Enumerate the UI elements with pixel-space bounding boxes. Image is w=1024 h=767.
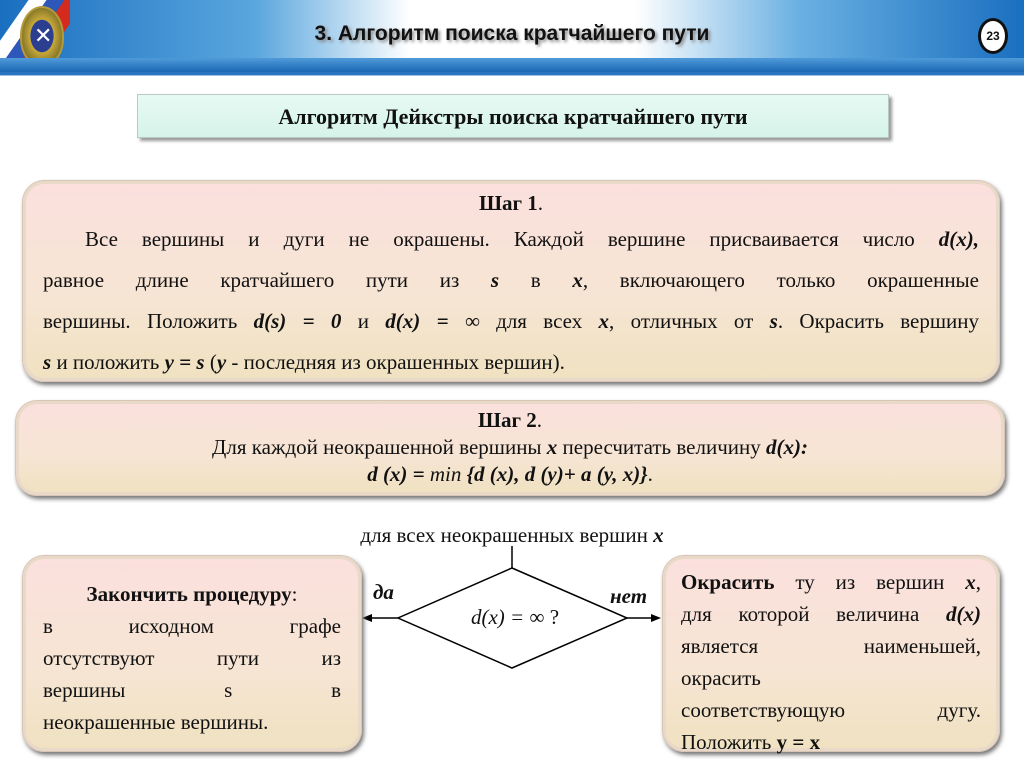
loop-condition: для всех неокрашенных вершин x: [360, 523, 664, 547]
no-arrowhead: [651, 614, 661, 622]
algorithm-title: Алгоритм Дейкстры поиска кратчайшего пути: [137, 94, 889, 138]
step-2-line: Для каждой неокрашенной вершины x пересчитать величину d(x):: [212, 435, 808, 459]
step-1-line: равное длине кратчайшего пути из s в x, включающего только окрашенные: [43, 268, 979, 292]
step-2-heading: Шаг 2.: [477, 408, 543, 432]
step-1-heading: Шаг 1.: [478, 191, 544, 215]
color-line: является наименьшей,: [681, 634, 981, 658]
finish-line: вершины s в: [43, 678, 341, 702]
color-vertex-box: [662, 555, 1000, 752]
yes-label: да: [373, 580, 394, 604]
step-1-line: Все вершины и дуги не окрашены. Каждой вершине присваивается число d(x),: [85, 227, 979, 251]
color-line: Положить y = x: [681, 730, 821, 754]
no-label: нет: [610, 584, 648, 608]
page-number: 23: [978, 18, 1008, 54]
color-line: окрасить: [681, 666, 761, 690]
step-2-formula: d (x) = min {d (x), d (y)+ a (y, x)}.: [367, 462, 653, 486]
decision-condition: d(x) = ∞ ?: [470, 605, 560, 629]
color-line: Окрасить ту из вершин x,: [681, 570, 981, 594]
color-line: соответствующую дугу.: [681, 698, 981, 722]
slide-title: 3. Алгоритм поиска кратчайшего пути: [314, 22, 710, 45]
step-1-line: вершины. Положить d(s) = 0 и d(x) = ∞ для всех x, отличных от s. Окрасить вершину: [43, 309, 979, 333]
finish-box: [22, 555, 362, 752]
yes-arrowhead: [362, 614, 372, 622]
emblem-icon: ✕: [20, 6, 64, 66]
step-1-line: s и положить y = s (y - последняя из окрашенных вершин).: [43, 350, 565, 374]
finish-heading: Закончить процедуру:: [86, 582, 298, 606]
color-line: для которой величина d(x): [681, 602, 981, 626]
finish-line: неокрашенные вершины.: [43, 710, 269, 734]
finish-line: отсутствуют пути из: [43, 646, 341, 670]
finish-line: в исходном графе: [43, 614, 341, 638]
